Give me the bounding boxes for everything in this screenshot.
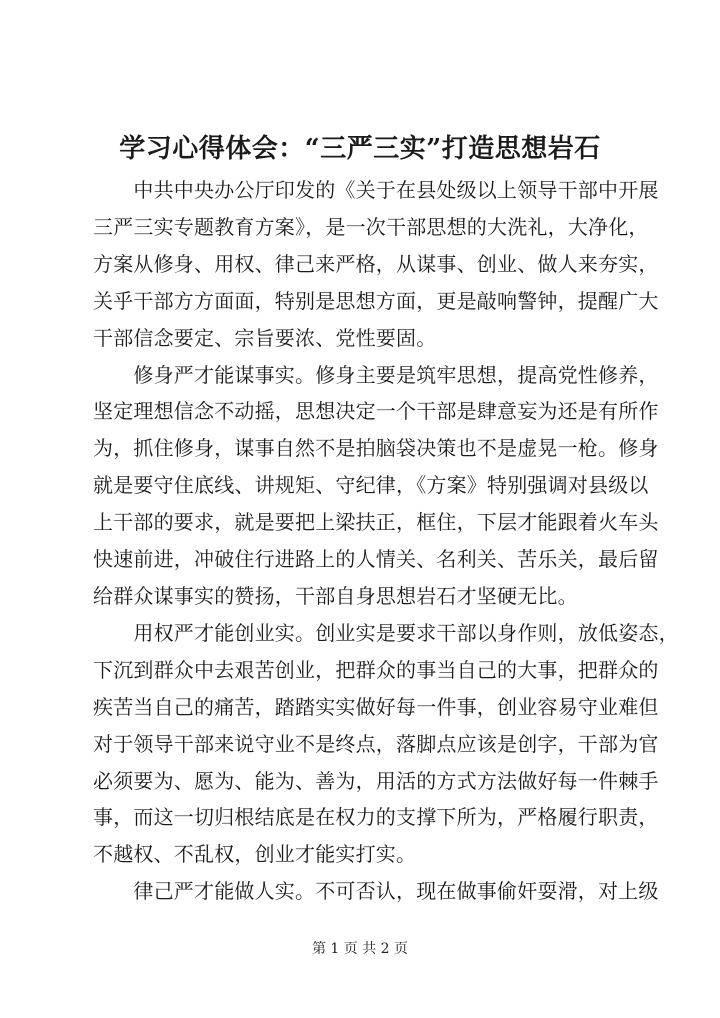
text-line: 方案从修身、用权、律己来严格，从谋事、创业、做人来夯实， [93,251,659,276]
text-line: 下沉到群众中去艰苦创业，把群众的事当自己的大事，把群众的 [93,657,659,682]
text-line: 事，而这一切归根结底是在权力的支撑下所为，严格履行职责， [93,805,659,830]
text-line: 用权严才能创业实。创业实是要求干部以身作则，放低姿态， [93,620,679,645]
text-line: 关乎干部方方面面，特别是思想方面，更是敲响警钟，提醒广大 [93,288,659,313]
paragraph-self-cultivation [93,357,659,615]
text-line: 不越权、不乱权，创业才能实打实。 [93,842,417,867]
paragraph-self-discipline [93,873,659,910]
text-line: 修身严才能谋事实。修身主要是筑牢思想，提高党性修养， [93,362,659,387]
text-line: 干部信念要定、宗旨要浓、党性要固。 [93,325,437,350]
page-number-footer: 第 1 页 共 2 页 [311,941,409,957]
text-line: 对于领导干部来说守业不是终点，落脚点应该是创字，干部为官 [93,731,659,756]
paragraph-power-use [93,615,679,873]
paragraph-intro [93,172,659,357]
text-line: 律己严才能做人实。不可否认，现在做事偷奸耍滑，对上级 [93,879,659,904]
document-body [93,172,679,910]
text-line: 给群众谋事实的赞扬，干部自身思想岩石才坚硬无比。 [93,583,578,608]
text-line: 就是要守住底线、讲规矩、守纪律，《方案》特别强调对县级以 [93,473,649,498]
text-line: 必须要为、愿为、能为、善为，用活的方式方法做好每一件棘手 [93,768,659,793]
document-title: 学习心得体会：“三严三实”打造思想岩石 [119,134,601,164]
text-line: 中共中央办公厅印发的《关于在县处级以上领导干部中开展 [93,178,659,202]
text-line: 上干部的要求，就是要把上梁扶正，框住，下层才能跟着火车头 [93,510,659,535]
text-line: 坚定理想信念不动摇，思想决定一个干部是肆意妄为还是有所作 [93,399,659,424]
text-line: 为，抓住修身，谋事自然不是拍脑袋决策也不是虚晃一枪。修身 [93,436,659,461]
text-line: 快速前进，冲破住行进路上的人情关、名利关、苦乐关，最后留 [93,547,659,572]
text-line: 疾苦当自己的痛苦，踏踏实实做好每一件事，创业容易守业难但 [93,694,659,719]
text-line: 三严三实专题教育方案》，是一次干部思想的大洗礼，大净化， [93,214,649,239]
